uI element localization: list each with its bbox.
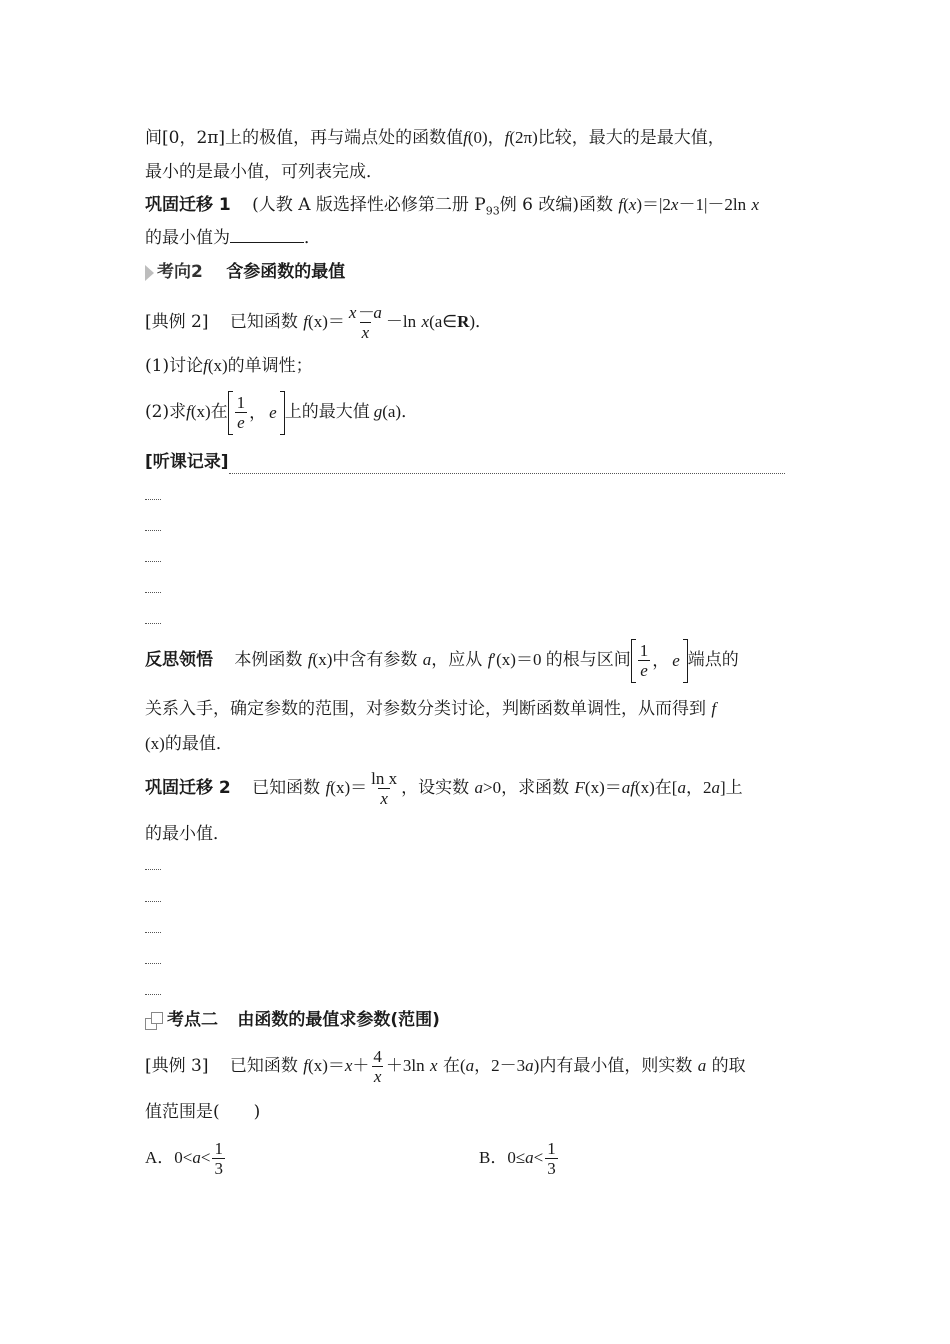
fraction-denominator: x (361, 323, 370, 342)
text: (a)． (382, 402, 419, 421)
example-label: [典例 3] (145, 1056, 209, 1076)
text: )内有最小值，则实数 (533, 1056, 693, 1075)
topic-heading (145, 1008, 440, 1032)
practice-label: 巩固迁移 1 (145, 195, 231, 215)
text: 已知函数 (229, 312, 298, 332)
example-3 (145, 1044, 746, 1088)
paragraph-line (145, 126, 725, 150)
text: 最小的是最小值，可列表完成． (145, 162, 383, 182)
dotted-line (145, 993, 161, 995)
text: (x)在[ (634, 778, 678, 797)
text: >0，求函数 (483, 778, 570, 797)
fraction-denominator: x (380, 789, 388, 808)
math-var: f (303, 312, 309, 331)
reflection-label: 反思领悟 (145, 650, 213, 670)
answer-blank[interactable] (230, 226, 304, 243)
example-2 (145, 300, 492, 344)
math-var: f (618, 195, 624, 214)
math-var: a (474, 778, 484, 797)
notes-label: [听课记录] (145, 452, 229, 472)
overlapping-squares-icon (145, 1012, 163, 1030)
text: ，2 (685, 778, 712, 797)
fraction (369, 769, 399, 808)
text: (a∈ (429, 312, 458, 331)
dotted-line (145, 529, 161, 531)
fraction (212, 1139, 225, 1178)
option-b-label: B．0≤ (479, 1148, 526, 1167)
math-var: F (574, 778, 585, 797)
option-a[interactable] (145, 1136, 227, 1180)
text: －ln (385, 312, 417, 331)
text: ，2－3 (474, 1056, 526, 1075)
dotted-line (145, 560, 161, 562)
math-var: f (186, 402, 191, 421)
text: 关系入手，确定参数的范围，对参数分类讨论，判断函数单调性，从而得到 (145, 699, 706, 719)
fraction-numerator: ln x (371, 769, 398, 788)
fraction-numerator: x－a (348, 303, 382, 322)
reflection-line2 (145, 697, 716, 721)
dotted-line (145, 962, 161, 964)
dotted-line (145, 591, 161, 593)
topic-title: 由函数的最值求参数(范围) (237, 1010, 440, 1030)
dotted-line (145, 498, 161, 500)
text: (0)， (467, 128, 505, 147)
text: ＋ (352, 1056, 370, 1075)
math-var: a (677, 778, 686, 797)
fraction-numerator: 1 (547, 1139, 556, 1158)
math-var: e (672, 650, 680, 670)
notes-rule (229, 457, 785, 474)
math-var: f (463, 128, 468, 147)
example-label: [典例 2] (145, 312, 209, 332)
math-var: f (303, 1056, 309, 1075)
math-var: f (487, 650, 493, 669)
text: 间[0，2π]上的极值，再与端点处的函数值 (145, 128, 464, 148)
math-var: a (711, 778, 720, 797)
math-var: af (621, 778, 635, 797)
reflection-line3 (145, 732, 233, 756)
interval-bracket (631, 639, 688, 683)
practice-2-line2 (145, 822, 230, 846)
option-a-label: A．0< (145, 1148, 193, 1167)
text: (x)中含有参数 (312, 650, 418, 669)
fraction (347, 303, 384, 342)
text: (1)讨论 (145, 356, 204, 376)
text: )＝|2 (636, 195, 671, 214)
math-var: f (711, 699, 717, 718)
text: (x)＝ (330, 778, 368, 797)
dotted-line (145, 900, 161, 902)
subscript: 93 (485, 204, 500, 218)
text: )． (469, 312, 493, 331)
text: ，设实数 (401, 778, 470, 798)
text: < (200, 1148, 211, 1167)
math-var: a (465, 1056, 475, 1075)
fraction-denominator: 3 (547, 1159, 556, 1178)
dotted-line (145, 931, 161, 933)
text: ( (623, 195, 629, 214)
text: ′(x)＝0 的根与区间 (492, 650, 631, 669)
math-var: e (269, 402, 277, 422)
text: (2)求 (145, 402, 187, 422)
example-3-line2 (145, 1100, 260, 1124)
triangle-marker-icon (145, 265, 154, 281)
math-var: x (751, 195, 760, 214)
notes-header (145, 450, 790, 474)
text: (x)＝ (584, 778, 622, 797)
text: 上的最大值 (284, 402, 370, 422)
math-var: x (344, 1056, 353, 1075)
text: ]上 (719, 778, 743, 797)
fraction-denominator: x (373, 1067, 382, 1086)
text: 的最小值． (145, 824, 230, 844)
fraction-denominator: 3 (214, 1159, 223, 1178)
math-var: f (325, 778, 331, 797)
dotted-line (145, 868, 161, 870)
section-tag: 考向2 (157, 262, 203, 282)
fraction-numerator: 1 (236, 393, 246, 412)
text: (x)的单调性； (207, 356, 313, 375)
practice-2 (145, 766, 743, 810)
example-2-q1 (145, 354, 313, 378)
text: 的取 (711, 1056, 746, 1076)
text: (x)＝ (308, 312, 345, 331)
interval-bracket (228, 391, 285, 435)
option-b[interactable] (479, 1136, 560, 1180)
math-var: f (504, 128, 510, 147)
text: 例 6 改编)函数 (499, 195, 613, 215)
math-var: a (525, 1056, 534, 1075)
text: (x)＝ (308, 1056, 345, 1075)
math-var: a (525, 1148, 534, 1167)
practice-1-line2 (145, 226, 321, 250)
math-var: g (373, 402, 383, 421)
text: (x)的最值． (145, 734, 233, 753)
text: 值范围是( ) (145, 1102, 261, 1122)
math-var: x (421, 312, 430, 331)
text: (x)在 (190, 402, 228, 421)
paragraph-line (145, 160, 383, 184)
text: 在( (443, 1056, 466, 1075)
fraction-numerator: 1 (214, 1139, 223, 1158)
text: ， (652, 650, 670, 671)
text: 端点的 (687, 650, 739, 670)
math-var: x (670, 195, 679, 214)
text: ＋3ln (385, 1056, 425, 1075)
practice-label: 巩固迁移 2 (145, 778, 231, 798)
math-var: x (628, 195, 637, 214)
example-2-q2 (145, 390, 418, 435)
text: 已知函数 (252, 778, 321, 798)
text: < (533, 1148, 544, 1167)
practice-1 (145, 193, 759, 223)
text: 已知函数 (229, 1056, 298, 1076)
text: (人教 A 版选择性必修第二册 P (252, 195, 486, 215)
text: (2π)比较，最大的是最大值， (509, 128, 725, 147)
math-var: a (422, 650, 432, 669)
text: ， (249, 402, 267, 423)
fraction (371, 1047, 384, 1086)
fraction (545, 1139, 558, 1178)
math-var: a (192, 1148, 201, 1167)
topic-label: 考点二 (167, 1010, 218, 1030)
dotted-line (145, 622, 161, 624)
math-var: f (307, 650, 313, 669)
fraction-numerator: 1 (639, 641, 649, 660)
math-var: x (430, 1056, 438, 1075)
text: 的最小值为 (145, 228, 230, 248)
text: －1|－2ln (678, 195, 747, 214)
text: 本例函数 (234, 650, 303, 670)
fraction-denominator: e (640, 661, 648, 680)
math-var: a (697, 1056, 707, 1075)
section-title: 含参函数的最值 (226, 262, 346, 282)
real-set-symbol: R (457, 312, 470, 331)
text: ，应从 (431, 650, 483, 670)
reflection (145, 638, 739, 683)
math-var: f (203, 356, 208, 375)
section-heading (145, 260, 345, 284)
text: ． (304, 228, 321, 248)
fraction-numerator: 4 (373, 1047, 382, 1066)
fraction-denominator: e (237, 413, 245, 432)
